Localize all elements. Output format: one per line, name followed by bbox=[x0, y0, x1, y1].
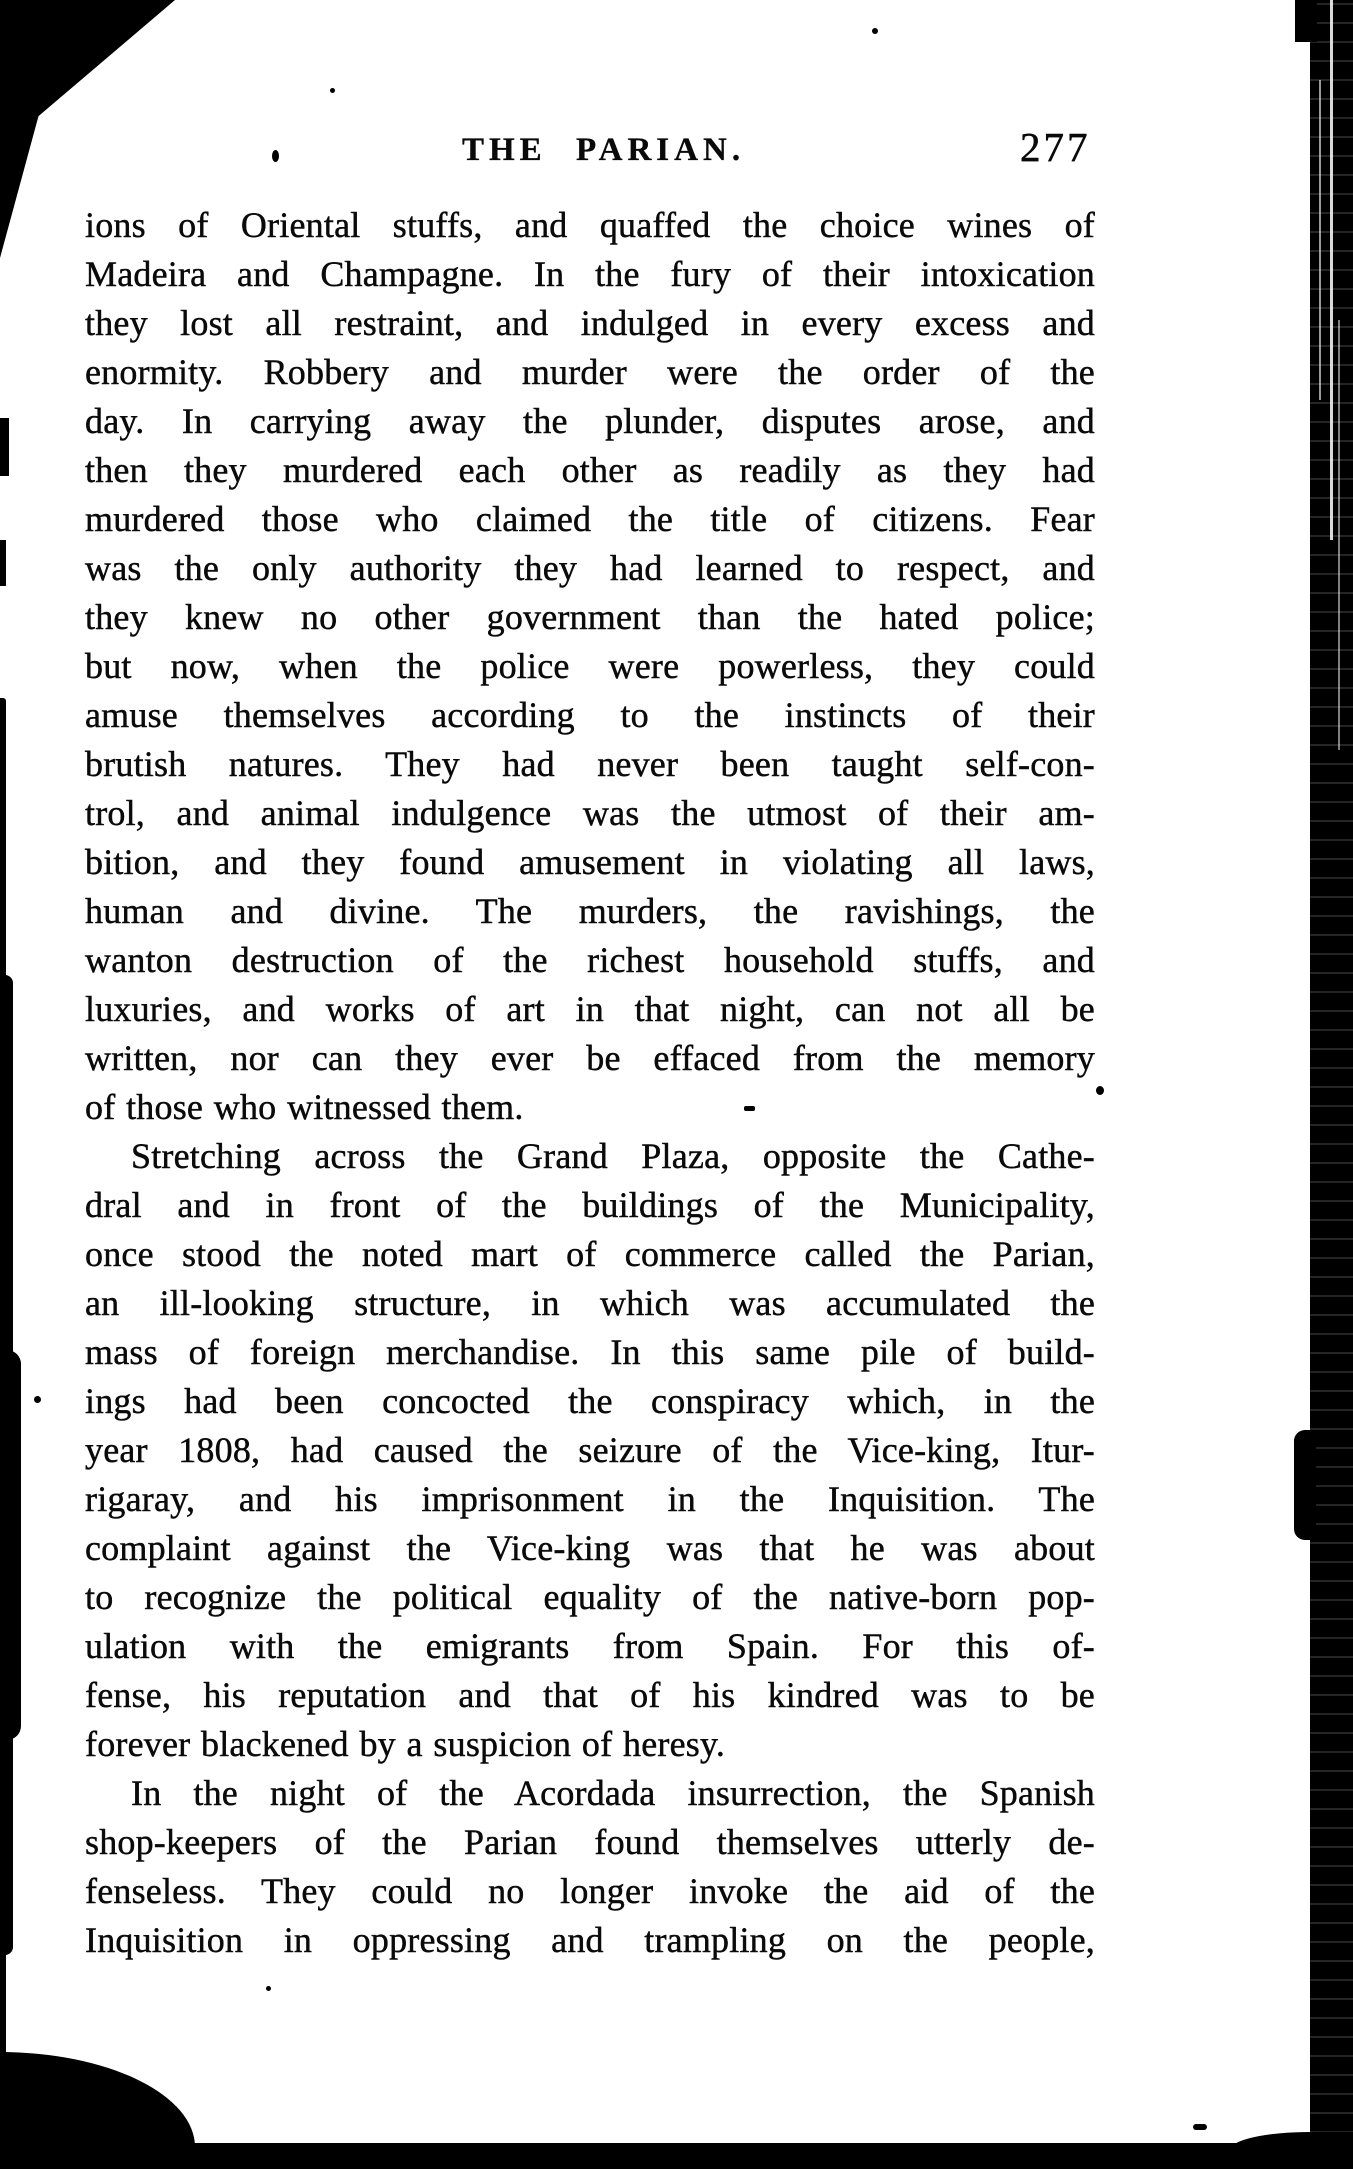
text-line: forever blackened by a suspicion of heresy. bbox=[85, 1724, 726, 1764]
text-line: wanton destruction of the richest household stuffs, and bbox=[85, 940, 1095, 980]
ink-speck bbox=[1193, 2124, 1207, 2130]
text-line: day. In carrying away the plunder, disputes arose, and bbox=[85, 401, 1095, 441]
page-number: 277 bbox=[1020, 124, 1091, 170]
binding-white-streak bbox=[1330, 0, 1333, 540]
text-line: fenseless. They could no longer invoke the aid of the bbox=[85, 1871, 1095, 1911]
text-line: murdered those who claimed the title of citizens. Fear bbox=[85, 499, 1095, 539]
text-line: complaint against the Vice-king was that he was about bbox=[85, 1528, 1095, 1568]
text-line: but now, when the police were powerless, they could bbox=[85, 646, 1095, 686]
scan-edge-mark bbox=[0, 540, 6, 586]
text-line: to recognize the political equality of the native-born pop- bbox=[85, 1577, 1095, 1617]
scan-binding-bump bbox=[1294, 1430, 1316, 1540]
body-text-block bbox=[85, 201, 1095, 1965]
text-line: luxuries, and works of art in that night, can not all be bbox=[85, 989, 1095, 1029]
text-line: ulation with the emigrants from Spain. For this of- bbox=[85, 1626, 1095, 1666]
text-line: was the only authority they had learned to respect, and bbox=[85, 548, 1095, 588]
text-line: trol, and animal indulgence was the utmost of their am- bbox=[85, 793, 1095, 833]
ink-speck bbox=[266, 1986, 271, 1991]
ink-speck bbox=[56, 84, 72, 88]
text-line: shop-keepers of the Parian found themselves utterly de- bbox=[85, 1822, 1095, 1862]
scan-edge-mark bbox=[0, 975, 13, 1385]
text-line: they knew no other government than the hated police; bbox=[85, 597, 1095, 637]
scan-corner-bottom-right bbox=[1230, 2132, 1353, 2169]
scan-binding-band-right bbox=[1310, 0, 1353, 2169]
scan-edge-mark bbox=[0, 418, 9, 476]
ink-speck bbox=[1096, 1086, 1104, 1095]
text-line: once stood the noted mart of commerce called the Parian, bbox=[85, 1234, 1095, 1274]
scan-edge-mark bbox=[0, 698, 6, 988]
binding-white-streak bbox=[1338, 320, 1340, 750]
scan-edge-mark bbox=[0, 1705, 13, 1955]
text-line: an ill-looking structure, in which was accumulated the bbox=[85, 1283, 1095, 1323]
text-line: fense, his reputation and that of his kindred was to be bbox=[85, 1675, 1095, 1715]
ink-speck bbox=[272, 150, 279, 162]
text-line: year 1808, had caused the seizure of the Vice-king, Itur- bbox=[85, 1430, 1095, 1470]
text-line: dral and in front of the buildings of the Municipality, bbox=[85, 1185, 1095, 1225]
text-line: bition, and they found amusement in violating all laws, bbox=[85, 842, 1095, 882]
text-line: Inquisition in oppressing and trampling on the people, bbox=[85, 1920, 1095, 1960]
binding-white-streak bbox=[1319, 80, 1321, 400]
text-line: brutish natures. They had never been taught self-con- bbox=[85, 744, 1095, 784]
text-line: In the night of the Acordada insurrection, the Spanish bbox=[131, 1773, 1095, 1813]
scan-corner-bottom-left bbox=[0, 2052, 195, 2147]
text-line: Stretching across the Grand Plaza, opposite the Cathe- bbox=[131, 1136, 1095, 1176]
ink-speck bbox=[34, 1396, 41, 1403]
text-line: human and divine. The murders, the ravishings, the bbox=[85, 891, 1095, 931]
text-line: mass of foreign merchandise. In this same pile of build- bbox=[85, 1332, 1095, 1372]
text-line: of those who witnessed them. bbox=[85, 1087, 524, 1127]
text-line: they lost all restraint, and indulged in every excess and bbox=[85, 303, 1095, 343]
text-line: rigaray, and his imprisonment in the Inquisition. The bbox=[85, 1479, 1095, 1519]
scan-edge-mark bbox=[0, 1930, 6, 2065]
text-line: amuse themselves according to the instincts of their bbox=[85, 695, 1095, 735]
scan-edge-mark bbox=[0, 1350, 21, 1740]
scan-shadow-bottom bbox=[0, 2143, 1353, 2169]
text-line: enormity. Robbery and murder were the order of the bbox=[85, 352, 1095, 392]
text-line: Madeira and Champagne. In the fury of their intoxication bbox=[85, 254, 1095, 294]
scan-binding-bump bbox=[1295, 0, 1317, 42]
ink-speck bbox=[330, 88, 335, 93]
text-line: then they murdered each other as readily as they had bbox=[85, 450, 1095, 490]
text-line: ings had been concocted the conspiracy which, in the bbox=[85, 1381, 1095, 1421]
text-line: written, nor can they ever be effaced from the memory bbox=[85, 1038, 1095, 1078]
ink-speck bbox=[872, 28, 878, 34]
ink-speck bbox=[744, 1106, 755, 1111]
running-head-title: THE PARIAN. bbox=[462, 132, 746, 168]
text-line: ions of Oriental stuffs, and quaffed the choice wines of bbox=[85, 205, 1095, 245]
